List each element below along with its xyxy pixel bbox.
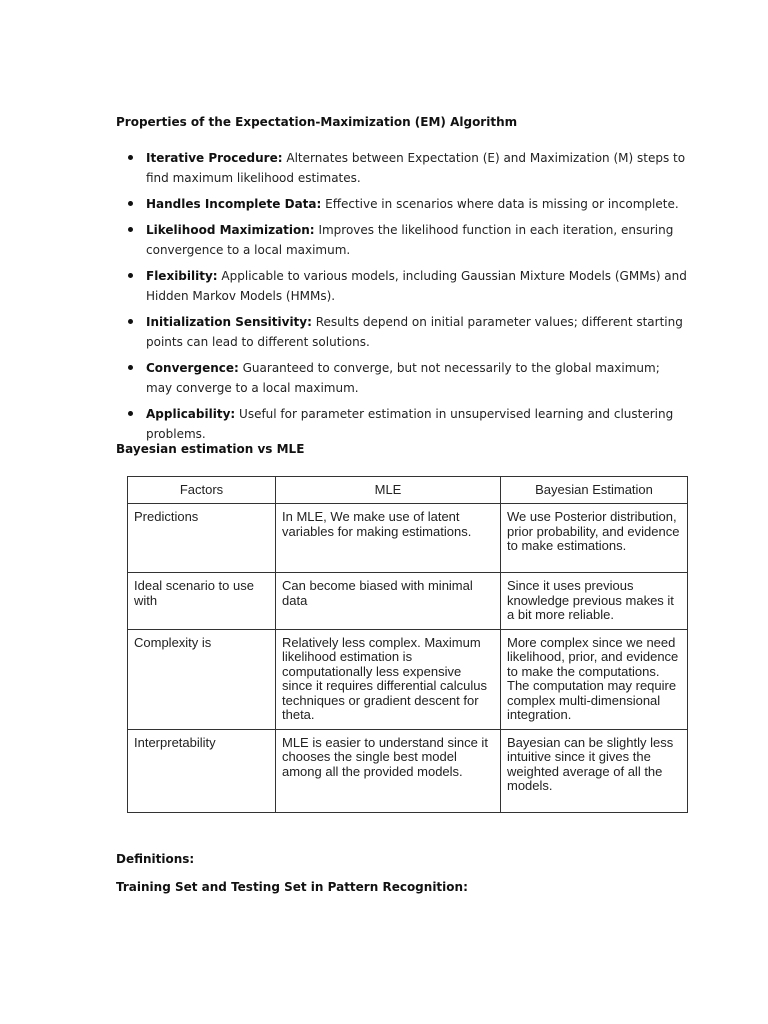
table-cell: Predictions bbox=[128, 504, 276, 573]
bullet-icon bbox=[128, 227, 133, 232]
property-text: Improves the likelihood function in each iteration, ensuring convergence to a local maximum. bbox=[146, 223, 674, 257]
list-item bbox=[128, 312, 688, 352]
property-term: Handles Incomplete Data: bbox=[146, 197, 322, 211]
table-row bbox=[128, 729, 688, 812]
list-item bbox=[128, 194, 688, 214]
property-term: Likelihood Maximization: bbox=[146, 223, 315, 237]
list-item bbox=[128, 358, 688, 398]
column-header: Factors bbox=[128, 477, 276, 504]
table-cell: Interpretability bbox=[128, 729, 276, 812]
table-cell: We use Posterior distribution, prior probability, and evidence to make estimations. bbox=[501, 504, 688, 573]
property-text: Effective in scenarios where data is missing or incomplete. bbox=[325, 197, 679, 211]
list-item bbox=[128, 220, 688, 260]
table-row bbox=[128, 504, 688, 573]
property-term: Applicability: bbox=[146, 407, 236, 421]
comparison-table bbox=[127, 476, 688, 813]
list-item bbox=[128, 266, 688, 306]
table-cell: Can become biased with minimal data bbox=[276, 573, 501, 630]
comparison-heading: Bayesian estimation vs MLE bbox=[116, 442, 305, 456]
bullet-icon bbox=[128, 411, 133, 416]
property-text: Guaranteed to converge, but not necessarily to the global maximum; may converge to a local maximum. bbox=[146, 361, 660, 395]
property-term: Iterative Procedure: bbox=[146, 151, 283, 165]
property-term: Flexibility: bbox=[146, 269, 218, 283]
bullet-icon bbox=[128, 155, 133, 160]
table-cell: Relatively less complex. Maximum likelihood estimation is computationally less expensive since it requires differential calculus techniques or gradient descent for theta. bbox=[276, 629, 501, 729]
property-term: Initialization Sensitivity: bbox=[146, 315, 312, 329]
table-row bbox=[128, 629, 688, 729]
table-cell: More complex since we need likelihood, prior, and evidence to make the computations. The computation may require complex multi-dimensional integration. bbox=[501, 629, 688, 729]
column-header: MLE bbox=[276, 477, 501, 504]
property-text: Useful for parameter estimation in unsupervised learning and clustering problems. bbox=[146, 407, 674, 441]
property-text: Applicable to various models, including Gaussian Mixture Models (GMMs) and Hidden Markov Models (HMMs). bbox=[146, 269, 687, 303]
table-cell: In MLE, We make use of latent variables for making estimations. bbox=[276, 504, 501, 573]
property-term: Convergence: bbox=[146, 361, 239, 375]
bullet-icon bbox=[128, 273, 133, 278]
definitions-subheading: Training Set and Testing Set in Pattern Recognition: bbox=[116, 880, 468, 894]
bullet-icon bbox=[128, 201, 133, 206]
list-item bbox=[128, 404, 688, 444]
em-properties-heading: Properties of the Expectation-Maximization (EM) Algorithm bbox=[116, 115, 518, 129]
list-item bbox=[128, 148, 688, 188]
em-properties-list bbox=[128, 148, 688, 450]
table-cell: Bayesian can be slightly less intuitive since it gives the weighted average of all the models. bbox=[501, 729, 688, 812]
bullet-icon bbox=[128, 365, 133, 370]
property-text: Results depend on initial parameter values; different starting points can lead to different solutions. bbox=[146, 315, 683, 349]
column-header: Bayesian Estimation bbox=[501, 477, 688, 504]
table-cell: Ideal scenario to use with bbox=[128, 573, 276, 630]
definitions-heading: Definitions: bbox=[116, 852, 195, 866]
table-header-row bbox=[128, 477, 688, 504]
property-text: Alternates between Expectation (E) and Maximization (M) steps to find maximum likelihood estimates. bbox=[146, 151, 686, 185]
table-cell: MLE is easier to understand since it chooses the single best model among all the provided models. bbox=[276, 729, 501, 812]
table-cell: Complexity is bbox=[128, 629, 276, 729]
table-cell: Since it uses previous knowledge previous makes it a bit more reliable. bbox=[501, 573, 688, 630]
bullet-icon bbox=[128, 319, 133, 324]
table-row bbox=[128, 573, 688, 630]
